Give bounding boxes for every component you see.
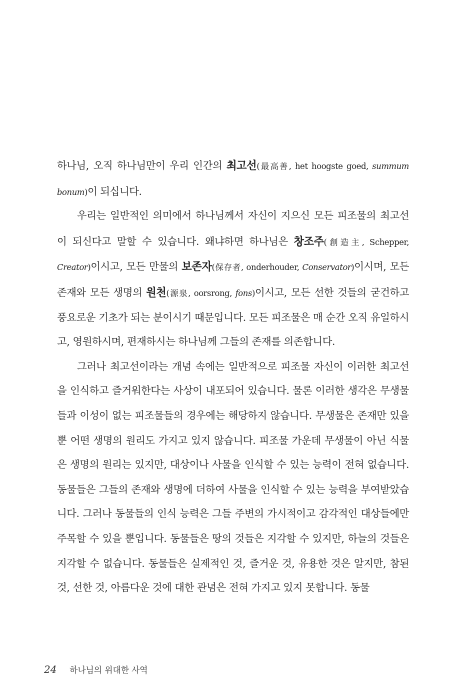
- gloss-highest-good-latin: summum bonum: [57, 161, 409, 197]
- gloss-creator-a: (創造主, Schepper,: [323, 236, 409, 247]
- gloss-source-latin: fons: [235, 287, 252, 298]
- gloss-creator-latin: Creator: [57, 262, 88, 273]
- page-footer: [44, 664, 148, 676]
- paragraph-1: [57, 154, 409, 205]
- page-number: 24: [44, 665, 57, 676]
- gloss-creator-b: ): [87, 262, 91, 273]
- gloss-highest-good-b: ): [84, 186, 88, 197]
- paragraph-3: 그러나 최고선이라는 개념 속에는 일반적으로 피조물 자신이 이러한 최고선을 인식하고 즐거워한다는 사상이 내포되어 있습니다. 물론 이러한 생각은 무생물들과 이성이 없는 피조물들의 경우에는 해당하지 않습니다. 무생물은 존재만 있을 뿐 어떤 생명의 원리도 가지고 있지 않습니다. 피조물 가운데 무생물이 아닌 식물은 생명의 원리는 있지만, 대상이나 사물을 인식할 수 있는 능력이 전혀 없습니다. 동물들은 그들의 존재와 생명에 더하여 사물을 인식할 수 있는 능력을 부여받았습니다. 그러나 동물들의 인식 능력은 그들 주변의 가시적이고 감각적인 대상들에만 주목할 수 있을 뿐입니다. 동물들은 땅의 것들은 지각할 수 있지만, 하늘의 것들은 지각할 수 없습니다. 동물들은 실제적인 것, 즐거운 것, 유용한 것은 알지만, 참된 것, 선한 것, 아름다운 것에 대한 관념은 전혀 가지고 있지 못합니다. 동물: [57, 361, 409, 595]
- term-creator: 창조주: [293, 235, 324, 248]
- gloss-preserver-a: (保存者, onderhouder,: [211, 262, 303, 273]
- gloss-source: [166, 288, 255, 298]
- gloss-preserver-latin: Conservator: [302, 262, 352, 273]
- gloss-preserver-b: ): [351, 262, 355, 273]
- running-title: 하나님의 위대한 사역: [69, 665, 148, 675]
- paragraph-2-text-c: 이시며, 모든 존재와 모든 생명의: [57, 262, 409, 299]
- body-text: [57, 154, 409, 602]
- paragraph-1-text-a: 하나님, 오직 하나님만이 우리 인간의: [57, 161, 227, 172]
- term-preserver: 보존자: [181, 261, 212, 274]
- paragraph-1-text-b: 이 되십니다.: [87, 186, 142, 198]
- gloss-preserver: [212, 262, 354, 272]
- term-source: 원천: [146, 286, 167, 299]
- gloss-source-a: (源泉, oorsrong,: [166, 287, 236, 298]
- gloss-source-b: ): [251, 287, 255, 298]
- term-highest-good: 최고선: [226, 160, 257, 172]
- paragraph-2-text-a: 우리는 일반적인 의미에서 하나님께서 자신이 지으신 모든 피조물의 최고선이 되신다고 말할 수 있습니다. 왜냐하면 하나님은: [57, 211, 409, 248]
- gloss-highest-good-a: (最高善, het hoogste goed,: [256, 161, 373, 171]
- paragraph-2-text-d: 이시고, 모든 선한 것들의 굳건하고 풍요로운 기초가 되는 분이시기 때문입니다. 모든 피조물은 매 순간 오직 유일하시고, 영원하시며, 편재하시는 하나님께 그들의 존재를 의존합니다.: [57, 287, 409, 349]
- paragraph-2-text-b: 이시고, 모든 만물의: [90, 262, 182, 274]
- paragraph-2: [57, 205, 409, 356]
